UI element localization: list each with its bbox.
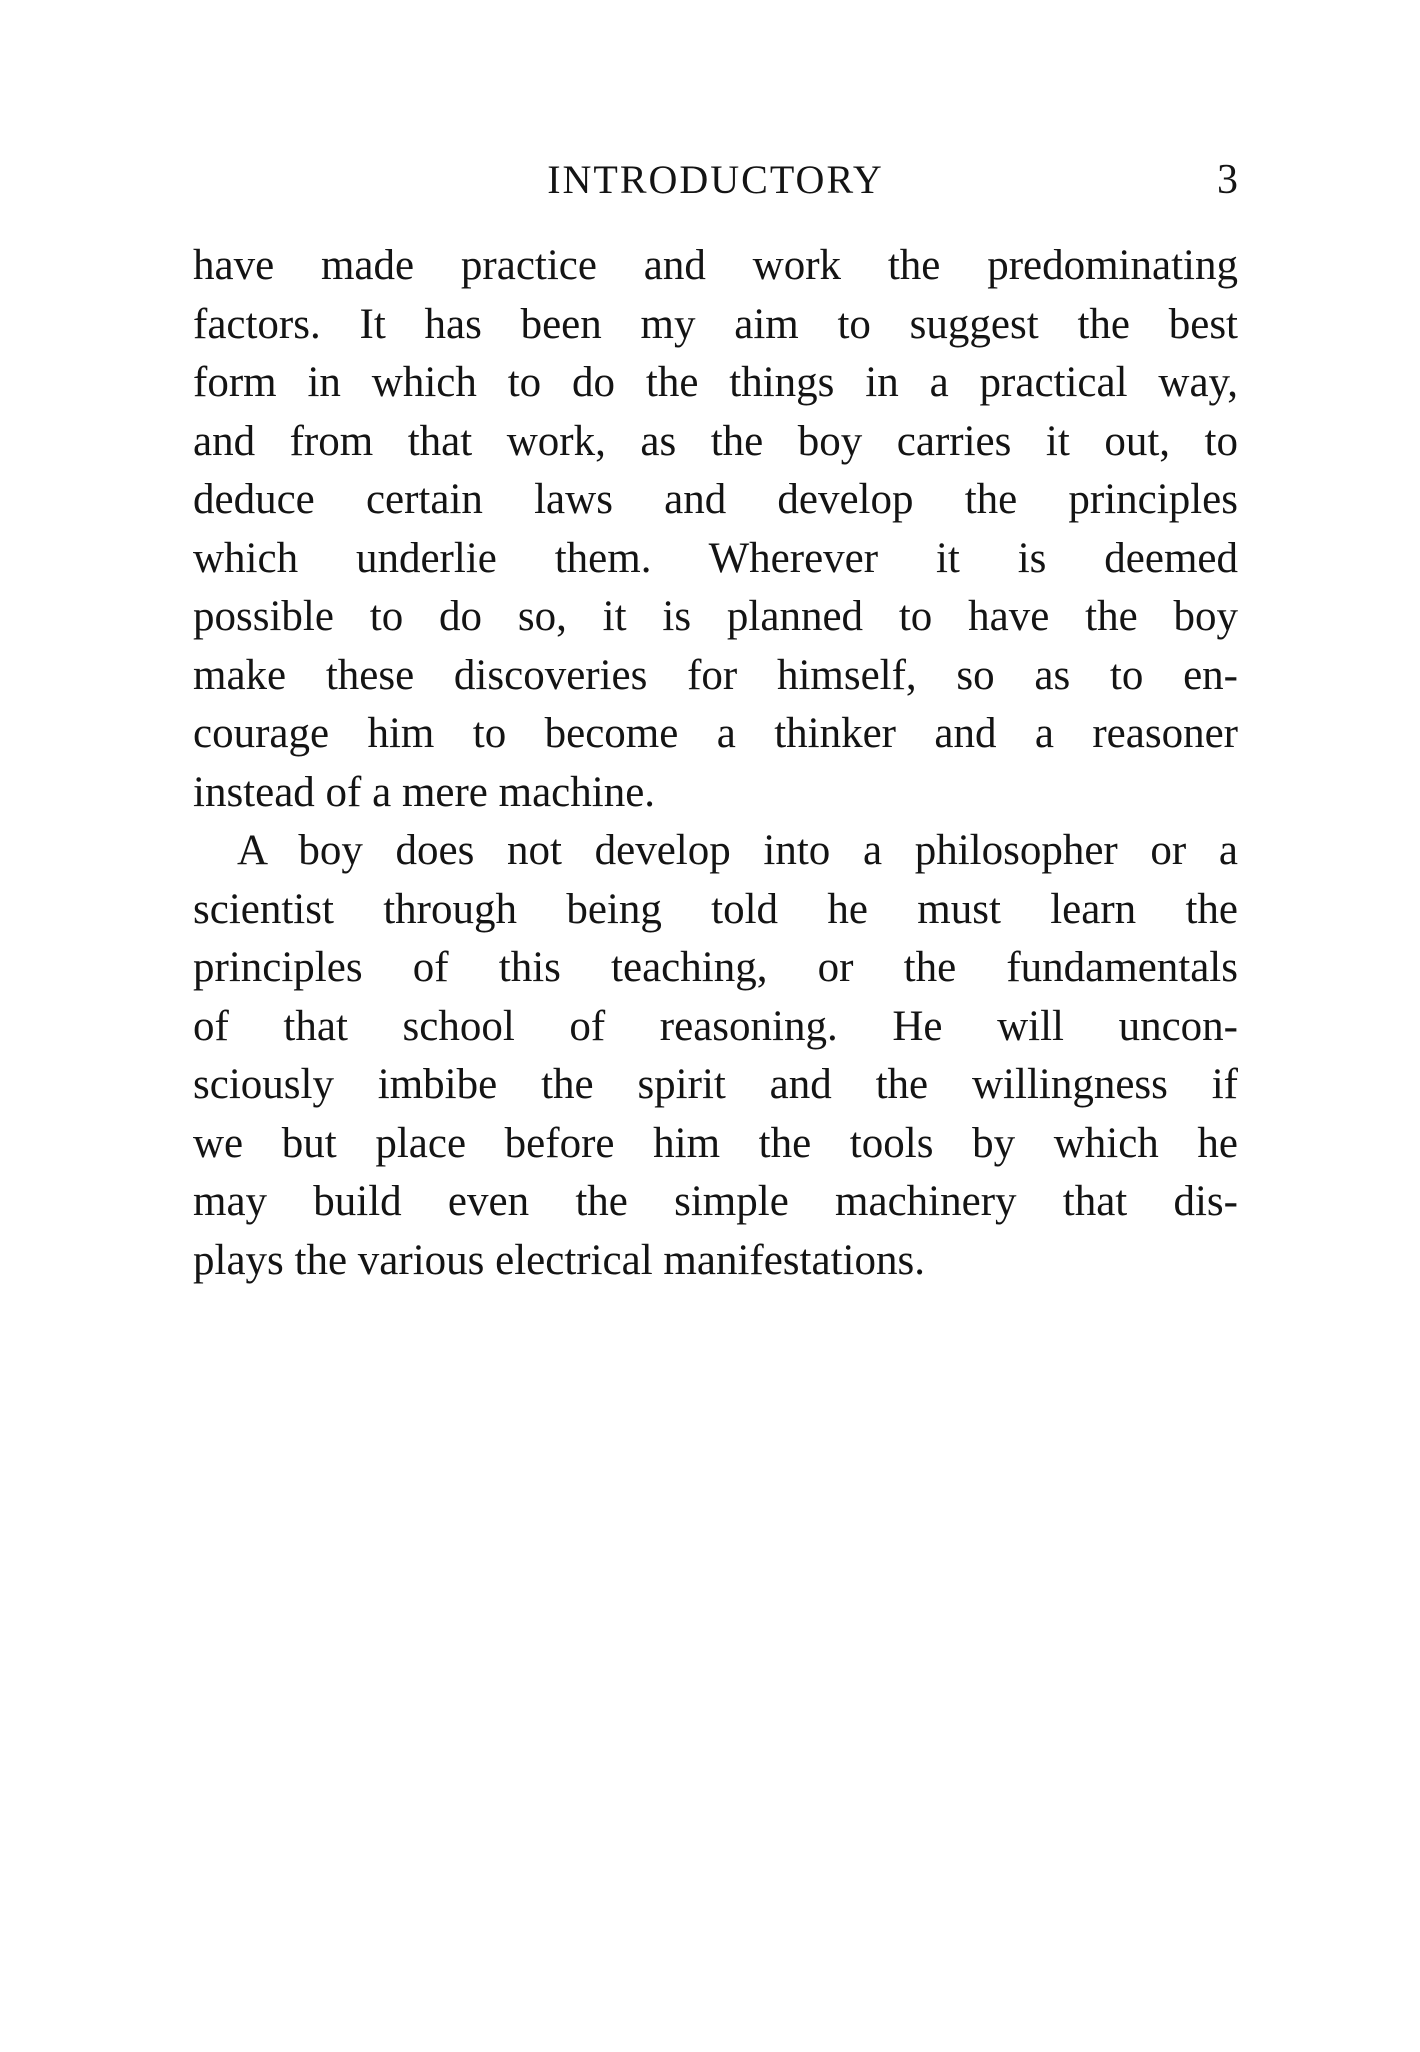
text-line: instead of a mere machine.	[193, 768, 656, 816]
text-line: of that school of reasoning. He will uncon-	[193, 1002, 1238, 1050]
text-line: possible to do so, it is planned to have the boy	[193, 593, 1238, 640]
text-line: form in which to do the things in a practical way,	[193, 359, 1238, 406]
text-line: and from that work, as the boy carries it out, to	[193, 417, 1238, 465]
text-line: make these discoveries for himself, so as to en-	[193, 651, 1238, 699]
text-line: we but place before him the tools by which he	[193, 1119, 1238, 1167]
page-number: 3	[1217, 157, 1238, 203]
paragraph-1	[193, 237, 1238, 822]
text-line: scientist through being told he must learn the	[193, 885, 1238, 933]
text-line: sciously imbibe the spirit and the willingness if	[193, 1061, 1238, 1108]
text-line: deduce certain laws and develop the principles	[193, 476, 1238, 523]
running-head: INTRODUCTORY	[547, 157, 884, 202]
page-header	[193, 150, 1238, 210]
text-line: which underlie them. Wherever it is deemed	[193, 534, 1238, 582]
text-line: principles of this teaching, or the fundamentals	[193, 944, 1238, 991]
text-line: plays the various electrical manifestations.	[193, 1236, 925, 1284]
body-text	[193, 237, 1238, 1290]
text-line: A boy does not develop into a philosopher or a	[237, 827, 1238, 874]
paragraph-2	[193, 822, 1238, 1290]
text-line: courage him to become a thinker and a reasoner	[193, 710, 1238, 757]
text-line: may build even the simple machinery that dis-	[193, 1178, 1238, 1225]
text-line: factors. It has been my aim to suggest the best	[193, 300, 1238, 348]
text-line: have made practice and work the predominating	[193, 242, 1238, 289]
